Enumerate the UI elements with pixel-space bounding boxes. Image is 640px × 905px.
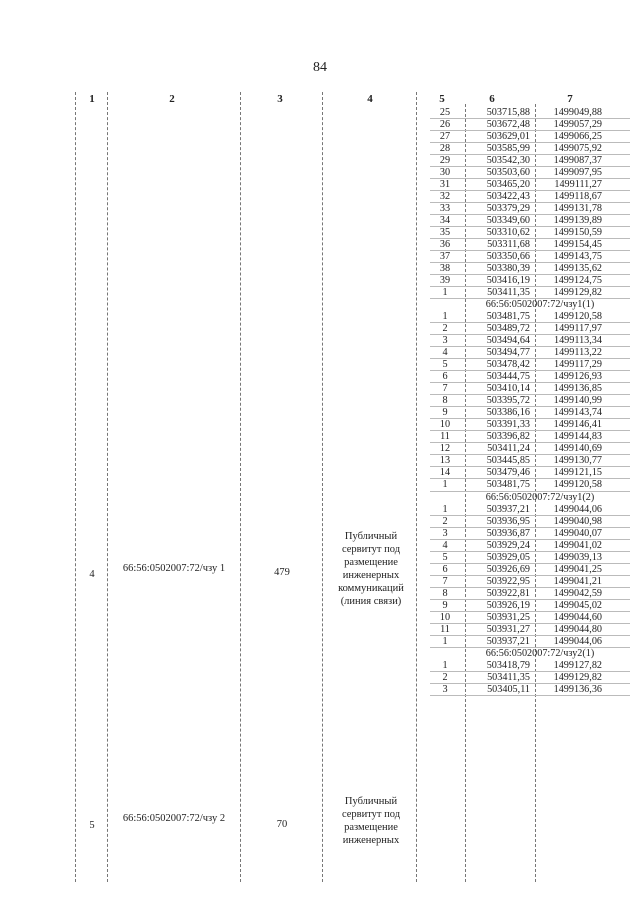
- x-coordinate: 503926,19: [486, 599, 530, 611]
- coordinate-row: [430, 311, 630, 323]
- coordinate-row: [430, 167, 630, 179]
- point-number: 2: [442, 515, 448, 527]
- point-number: 1: [442, 311, 448, 323]
- y-coordinate: 1499057,29: [553, 119, 602, 131]
- point-number: 30: [439, 167, 451, 179]
- y-coordinate: 1499121,15: [553, 467, 602, 479]
- y-coordinate: 1499075,92: [553, 143, 602, 155]
- point-number: 1: [442, 659, 448, 671]
- x-coordinate: 503937,21: [486, 635, 530, 647]
- point-number: 11: [440, 623, 450, 635]
- x-coordinate: 503444,75: [486, 371, 530, 383]
- point-number: 37: [439, 251, 451, 263]
- point-number: 34: [439, 215, 451, 227]
- point-number: 2: [442, 671, 448, 683]
- coordinate-row: [430, 383, 630, 395]
- x-coordinate: 503922,95: [486, 575, 530, 587]
- coordinate-row: [430, 540, 630, 552]
- x-coordinate: 503396,82: [486, 431, 530, 443]
- y-coordinate: 1499150,59: [553, 227, 602, 239]
- point-number: 35: [439, 227, 451, 239]
- y-coordinate: 1499045,02: [553, 599, 602, 611]
- y-coordinate: 1499040,98: [553, 515, 602, 527]
- y-coordinate: 1499120,58: [553, 311, 602, 323]
- x-coordinate: 503311,68: [487, 239, 530, 251]
- coordinate-row: [430, 323, 630, 335]
- coordinate-row: [430, 576, 630, 588]
- coordinate-row: [430, 275, 630, 287]
- coordinate-row: [430, 552, 630, 564]
- point-number: 11: [440, 431, 450, 443]
- x-coordinate: 503465,20: [486, 179, 530, 191]
- point-number: 3: [442, 335, 448, 347]
- y-coordinate: 1499136,36: [553, 683, 602, 695]
- y-coordinate: 1499139,89: [553, 215, 602, 227]
- point-number: 33: [439, 203, 451, 215]
- coordinate-row: [430, 239, 630, 251]
- y-coordinate: 1499044,06: [553, 503, 602, 515]
- col-header-3: 3: [277, 93, 283, 105]
- y-coordinate: 1499144,83: [553, 431, 602, 443]
- coordinate-row: [430, 479, 630, 491]
- x-coordinate: 503503,60: [486, 167, 530, 179]
- point-number: 13: [439, 455, 451, 467]
- point-number: 1: [442, 635, 448, 647]
- y-coordinate: 1499042,59: [553, 587, 602, 599]
- x-coordinate: 503411,35: [487, 671, 530, 683]
- coordinate-row: [430, 227, 630, 239]
- x-coordinate: 503391,33: [486, 419, 530, 431]
- y-coordinate: 1499127,82: [553, 659, 602, 671]
- x-coordinate: 503479,46: [486, 467, 530, 479]
- column-divider: [322, 92, 323, 882]
- col-header-1: 1: [89, 93, 95, 105]
- point-number: 14: [439, 467, 451, 479]
- coordinate-row: [430, 660, 630, 672]
- y-coordinate: 1499113,34: [553, 335, 602, 347]
- coordinate-row: [430, 191, 630, 203]
- y-coordinate: 1499136,85: [553, 383, 602, 395]
- x-coordinate: 503585,99: [486, 143, 530, 155]
- point-number: 38: [439, 263, 451, 275]
- y-coordinate: 1499143,75: [553, 251, 602, 263]
- x-coordinate: 503418,79: [486, 659, 530, 671]
- point-number: 4: [442, 539, 448, 551]
- x-coordinate: 503405,11: [487, 683, 530, 695]
- y-coordinate: 1499111,27: [554, 179, 602, 191]
- point-number: 3: [442, 527, 448, 539]
- entry-4-cadastral: 66:56:0502007:72/чзу 1: [122, 563, 226, 574]
- point-number: 25: [439, 107, 451, 118]
- column-divider: [240, 92, 241, 882]
- coordinate-row: [430, 179, 630, 191]
- entry-4-number: 4: [89, 569, 95, 580]
- x-coordinate: 503445,85: [486, 455, 530, 467]
- x-coordinate: 503410,14: [486, 383, 530, 395]
- point-number: 9: [442, 599, 448, 611]
- point-number: 26: [439, 119, 451, 131]
- x-coordinate: 503416,19: [486, 275, 530, 287]
- point-number: 10: [439, 611, 451, 623]
- y-coordinate: 1499041,25: [553, 563, 602, 575]
- x-coordinate: 503937,21: [486, 503, 530, 515]
- x-coordinate: 503411,35: [487, 287, 530, 299]
- point-number: 1: [442, 503, 448, 515]
- point-number: 32: [439, 191, 451, 203]
- x-coordinate: 503931,27: [486, 623, 530, 635]
- y-coordinate: 1499154,45: [553, 239, 602, 251]
- coordinate-rows: [430, 107, 630, 696]
- entry-5-cadastral: 66:56:0502007:72/чзу 2: [122, 813, 226, 824]
- y-coordinate: 1499039,13: [553, 551, 602, 563]
- x-coordinate: 503542,30: [486, 155, 530, 167]
- x-coordinate: 503494,64: [486, 335, 530, 347]
- point-number: 6: [442, 563, 448, 575]
- page-number: 84: [313, 60, 327, 75]
- zone-subheader: 66:56:0502007:72/чзу2(1): [485, 647, 595, 659]
- coordinate-row: [430, 119, 630, 131]
- column-divider: [75, 92, 76, 882]
- coordinate-row: [430, 431, 630, 443]
- y-coordinate: 1499135,62: [553, 263, 602, 275]
- x-coordinate: 503349,60: [486, 215, 530, 227]
- coordinate-row: [430, 636, 630, 648]
- x-coordinate: 503379,29: [486, 203, 530, 215]
- point-number: 39: [439, 275, 451, 287]
- coordinate-row: [430, 143, 630, 155]
- y-coordinate: 1499130,77: [553, 455, 602, 467]
- x-coordinate: 503350,66: [486, 251, 530, 263]
- y-coordinate: 1499113,22: [553, 347, 602, 359]
- coordinate-row: [430, 419, 630, 431]
- x-coordinate: 503922,81: [486, 587, 530, 599]
- x-coordinate: 503395,72: [486, 395, 530, 407]
- y-coordinate: 1499044,80: [553, 623, 602, 635]
- point-number: 1: [442, 479, 448, 491]
- y-coordinate: 1499118,67: [553, 191, 602, 203]
- x-coordinate: 503310,62: [486, 227, 530, 239]
- y-coordinate: 1499126,93: [553, 371, 602, 383]
- coordinate-row: [430, 155, 630, 167]
- y-coordinate: 1499044,60: [553, 611, 602, 623]
- y-coordinate: 1499097,95: [553, 167, 602, 179]
- point-number: 8: [442, 395, 448, 407]
- entry-4-purpose: Публичный сервитут под размещение инженерных коммуникаций (линия связи): [338, 531, 404, 607]
- col-header-5: 5: [439, 93, 445, 105]
- y-coordinate: 1499117,29: [553, 359, 602, 371]
- x-coordinate: 503411,24: [487, 443, 530, 455]
- y-coordinate: 1499146,41: [553, 419, 602, 431]
- x-coordinate: 503936,95: [486, 515, 530, 527]
- x-coordinate: 503715,88: [486, 107, 530, 118]
- point-number: 5: [442, 551, 448, 563]
- coordinate-row: [430, 624, 630, 636]
- y-coordinate: 1499040,07: [553, 527, 602, 539]
- y-coordinate: 1499117,97: [553, 323, 602, 335]
- x-coordinate: 503929,05: [486, 551, 530, 563]
- coordinate-row: [430, 359, 630, 371]
- coordinate-row: [430, 467, 630, 479]
- point-number: 7: [442, 383, 448, 395]
- coordinate-row: [430, 684, 630, 696]
- x-coordinate: 503672,48: [486, 119, 530, 131]
- x-coordinate: 503386,16: [486, 407, 530, 419]
- coordinate-row: [430, 443, 630, 455]
- x-coordinate: 503629,01: [486, 131, 530, 143]
- point-number: 9: [442, 407, 448, 419]
- y-coordinate: 1499049,88: [553, 107, 602, 118]
- x-coordinate: 503494,77: [486, 347, 530, 359]
- coordinate-row: [430, 251, 630, 263]
- column-divider: [107, 92, 108, 882]
- x-coordinate: 503481,75: [486, 311, 530, 323]
- coordinate-row: [430, 287, 630, 299]
- y-coordinate: 1499131,78: [553, 203, 602, 215]
- entry-5-purpose: Публичный сервитут под размещение инженерных: [341, 796, 401, 846]
- point-number: 8: [442, 587, 448, 599]
- x-coordinate: 503931,25: [486, 611, 530, 623]
- entry-4-area: 479: [274, 567, 290, 578]
- y-coordinate: 1499120,58: [553, 479, 602, 491]
- point-number: 7: [442, 575, 448, 587]
- y-coordinate: 1499041,21: [553, 575, 602, 587]
- coordinate-row: [430, 455, 630, 467]
- zone-subheader: 66:56:0502007:72/чзу1(2): [485, 491, 595, 503]
- point-number: 3: [442, 683, 448, 695]
- entry-5-area: 70: [276, 819, 288, 830]
- entry-5-number: 5: [89, 820, 95, 831]
- coordinate-row: [430, 335, 630, 347]
- coordinate-row: [430, 107, 630, 119]
- point-number: 31: [439, 179, 451, 191]
- coordinate-row: [430, 516, 630, 528]
- y-coordinate: 1499044,06: [553, 635, 602, 647]
- coordinate-row: [430, 528, 630, 540]
- y-coordinate: 1499143,74: [553, 407, 602, 419]
- coordinate-row: [430, 564, 630, 576]
- x-coordinate: 503489,72: [486, 323, 530, 335]
- coordinate-row: [430, 600, 630, 612]
- coordinate-row: [430, 263, 630, 275]
- y-coordinate: 1499066,25: [553, 131, 602, 143]
- col-header-2: 2: [169, 93, 175, 105]
- col-header-7: 7: [567, 93, 573, 105]
- y-coordinate: 1499129,82: [553, 671, 602, 683]
- col-header-4: 4: [367, 93, 373, 105]
- coordinate-row: [430, 203, 630, 215]
- point-number: 29: [439, 155, 451, 167]
- x-coordinate: 503478,42: [486, 359, 530, 371]
- x-coordinate: 503929,24: [486, 539, 530, 551]
- coordinate-row: [430, 672, 630, 684]
- col-header-6: 6: [489, 93, 495, 105]
- point-number: 36: [439, 239, 451, 251]
- x-coordinate: 503380,39: [486, 263, 530, 275]
- point-number: 28: [439, 143, 451, 155]
- y-coordinate: 1499129,82: [553, 287, 602, 299]
- coordinate-row: [430, 371, 630, 383]
- point-number: 12: [439, 443, 451, 455]
- coordinate-row: [430, 588, 630, 600]
- coordinate-row: [430, 347, 630, 359]
- y-coordinate: 1499140,99: [553, 395, 602, 407]
- x-coordinate: 503926,69: [486, 563, 530, 575]
- zone-subheader: 66:56:0502007:72/чзу1(1): [485, 299, 595, 311]
- x-coordinate: 503422,43: [486, 191, 530, 203]
- coordinate-row: [430, 407, 630, 419]
- y-coordinate: 1499124,75: [553, 275, 602, 287]
- coordinate-row: [430, 612, 630, 624]
- point-number: 27: [439, 131, 451, 143]
- coordinate-row: [430, 504, 630, 516]
- point-number: 5: [442, 359, 448, 371]
- point-number: 2: [442, 323, 448, 335]
- point-number: 10: [439, 419, 451, 431]
- point-number: 6: [442, 371, 448, 383]
- coordinate-row: [430, 131, 630, 143]
- point-number: 4: [442, 347, 448, 359]
- y-coordinate: 1499087,37: [553, 155, 602, 167]
- coordinate-row: [430, 395, 630, 407]
- x-coordinate: 503481,75: [486, 479, 530, 491]
- y-coordinate: 1499041,02: [553, 539, 602, 551]
- point-number: 1: [442, 287, 448, 299]
- x-coordinate: 503936,87: [486, 527, 530, 539]
- y-coordinate: 1499140,69: [553, 443, 602, 455]
- coordinate-row: [430, 215, 630, 227]
- column-divider: [416, 92, 417, 882]
